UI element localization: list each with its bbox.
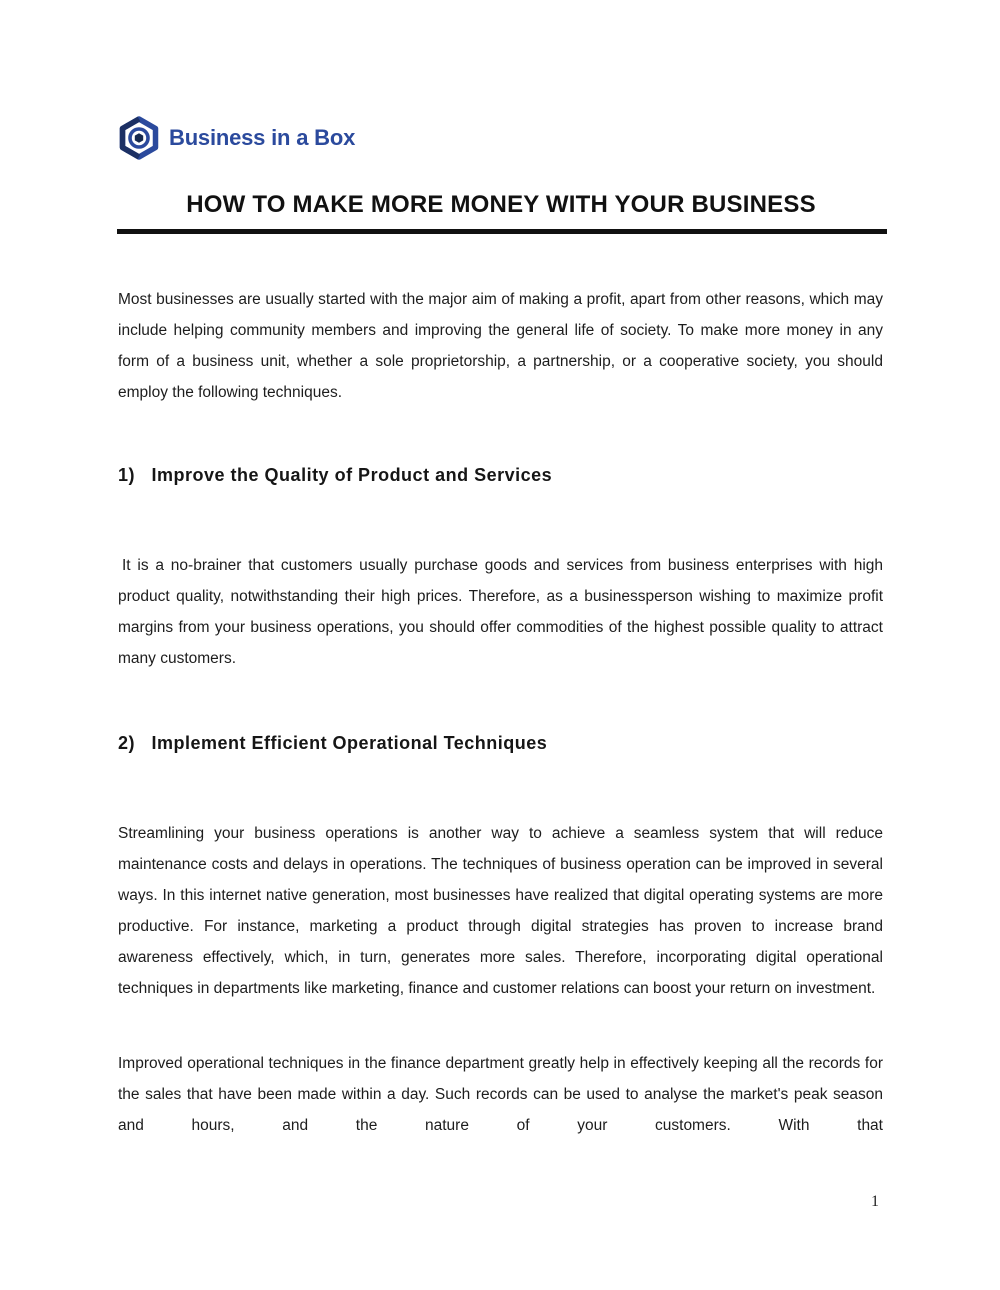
hexagon-cube-logo-icon [118,116,160,160]
brand-logo [118,116,355,160]
page-number: 1 [871,1193,879,1210]
section-1-heading [118,465,552,486]
title-underline [117,229,887,234]
section-2-heading-text: Implement Efficient Operational Techniques [151,733,548,753]
section-2-paragraph-2: Improved operational techniques in the finance department greatly help in effectively keeping all the records for the sales that have been made within a day. Such records can be used to analyse the market's peak season and hours, and the nature of your customers. With that [118,1055,883,1134]
brand-logo-text: Business in a Box [169,125,356,150]
section-2-paragraph-1: Streamlining your business operations is another way to achieve a seamless system that will reduce maintenance costs and delays in operations. The techniques of business operation can be improved in several ways. In this internet native generation, most businesses have realized that digital operating systems are more productive. For instance, marketing a product through digital strategies has proven to increase brand awareness effectively, which, in turn, generates more sales. Therefore, incorporating digital operational techniques in departments like marketing, finance and customer relations can boost your return on investment. [118,825,883,997]
section-2-number: 2) [118,733,136,753]
document-title: HOW TO MAKE MORE MONEY WITH YOUR BUSINESS [186,191,816,218]
section-1-heading-text: Improve the Quality of Product and Services [151,465,553,485]
section-2-heading [118,733,547,754]
section-1-paragraph: It is a no-brainer that customers usually purchase goods and services from business enterprises with high product quality, notwithstanding their high prices. Therefore, as a businessperson wishing to maximize profit margins from your business operations, you should offer commodities of the highest possible quality to attract many customers. [118,557,883,667]
section-1-number: 1) [118,465,136,485]
intro-paragraph: Most businesses are usually started with the major aim of making a profit, apart from other reasons, which may include helping community members and improving the general life of society. To make more money in any form of a business unit, whether a sole proprietorship, a partnership, or a cooperative society, you should employ the following techniques. [118,291,883,401]
